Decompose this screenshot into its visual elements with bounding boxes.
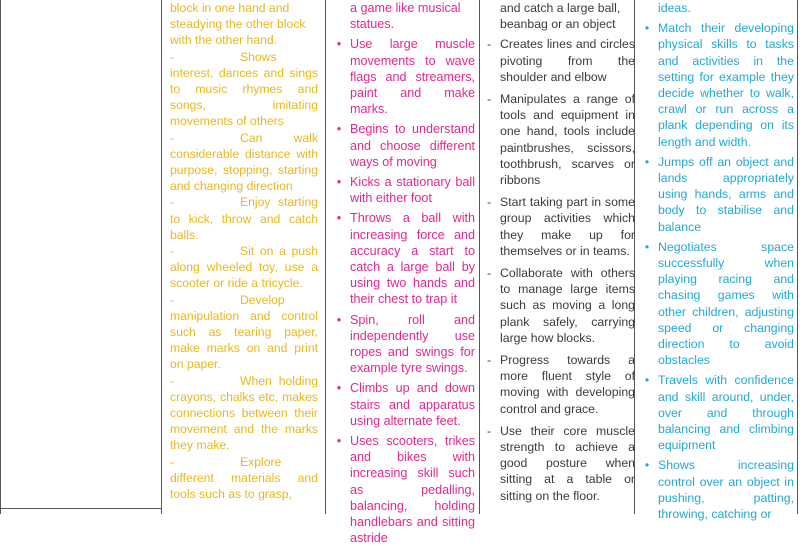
list-marker: - — [170, 49, 175, 64]
list-marker: - — [170, 373, 175, 388]
list-marker: - — [486, 37, 492, 52]
list-item — [170, 49, 318, 130]
column-1-continued-text: block in one hand and steadying the other block with the other hand. — [170, 1, 306, 48]
list-item-text: Uses scooters, trikes and bikes with increasing skill such as pedalling, balancing, holding handlebars and sitting astride — [350, 434, 475, 546]
list-item — [640, 457, 794, 522]
list-item-text: Negotiates space successfully when playing racing and chasing games with other children, adjusting speed or changing direction to avoid obstacles — [658, 239, 794, 368]
list-item-text: Shows increasing control over an object in pushing, patting, throwing, catching or — [658, 458, 794, 522]
table-left-border — [0, 0, 1, 514]
list-marker: • — [644, 21, 650, 36]
list-item-text: Develop manipulation and control such as tearing paper, make marks on and print on paper. — [170, 292, 318, 372]
list-item — [482, 194, 635, 259]
list-item — [332, 312, 475, 377]
list-marker: - — [486, 266, 492, 281]
column-divider — [479, 0, 480, 514]
list-marker: • — [644, 239, 650, 254]
list-item-text: Travels with confidence and skill around, under, over and through balancing and climbing equipment — [658, 373, 794, 453]
list-item — [332, 433, 475, 546]
list-item-text: Spin, roll and independently use ropes and swings for example tyre swings. — [350, 312, 475, 376]
list-item-text: Manipulates a range of tools and equipment in one hand, tools include paintbrushes, scissors, toothbrush, scarves or ribbons — [500, 92, 635, 188]
list-item — [482, 36, 635, 85]
list-marker: • — [336, 175, 342, 190]
list-item-text: Match their developing physical skills to tasks and activities in the setting for example they decide whether to walk, crawl or run across a plank depending on its length and width. — [658, 21, 794, 149]
column-4-continued-text: ideas. — [658, 1, 691, 15]
column-4-cell — [640, 0, 796, 522]
list-marker: • — [336, 37, 342, 52]
list-item — [482, 265, 635, 346]
list-marker: - — [170, 454, 175, 469]
list-item-text: Jumps off an object and lands appropriately using hands, arms and body to stabilise and balance — [658, 154, 794, 234]
list-marker: - — [486, 92, 492, 107]
list-item — [170, 454, 318, 503]
row-divider — [0, 508, 161, 509]
list-item-text: Use large muscle movements to wave flags and streamers, paint and make marks. — [350, 37, 475, 117]
list-item-text: Use their core muscle strength to achieve a good posture when sitting at a table or sitting on the floor. — [500, 423, 635, 503]
list-item — [170, 243, 318, 292]
list-item — [170, 373, 318, 454]
list-marker: - — [170, 244, 175, 259]
column-2-continued-text: a game like musical statues. — [350, 1, 461, 32]
column-1-list — [170, 49, 318, 503]
list-item-text: Can walk considerable distance with purpose, stopping, starting and changing direction — [170, 130, 318, 194]
list-item — [640, 154, 794, 235]
list-item-text: When holding crayons, chalks etc, makes connections between their movement and the marks they make. — [170, 373, 318, 453]
list-item — [640, 239, 794, 369]
list-item — [640, 372, 794, 453]
list-marker: • — [336, 434, 342, 449]
list-item — [332, 121, 475, 170]
list-item-text: Creates lines and circles pivoting from the shoulder and elbow — [500, 37, 635, 84]
list-item — [332, 210, 475, 307]
list-item-text: Throws a ball with increasing force and accuracy a start to catch a large ball by using two hands and their chest to trap it — [350, 211, 475, 307]
list-marker: - — [170, 292, 175, 307]
list-marker: • — [336, 211, 342, 226]
list-marker: • — [336, 122, 342, 137]
list-marker: • — [336, 381, 342, 396]
list-marker: • — [644, 373, 650, 388]
list-marker: - — [170, 195, 175, 210]
list-item — [332, 36, 475, 117]
list-marker: - — [170, 130, 175, 145]
column-3-continued-text: and catch a large ball, beanbag or an object — [500, 1, 621, 32]
list-item-text: Enjoy starting to kick, throw and catch balls. — [170, 195, 318, 242]
column-3-cell — [482, 0, 637, 514]
list-item-text: Collaborate with others to manage large items such as moving a long plank safely, carrying large how blocks. — [500, 266, 635, 345]
list-item-text: Explore different materials and tools such as to grasp, — [170, 454, 318, 502]
list-item — [170, 194, 318, 243]
list-item-text: Shows interest, dances and sings to music rhymes and songs, imitating movements of others — [170, 49, 318, 129]
list-item — [332, 174, 475, 206]
table-right-border — [797, 0, 798, 514]
list-marker: • — [336, 312, 342, 327]
list-item-text: Start taking part in some group activities which they make up for themselves or in teams. — [500, 195, 635, 258]
column-2-cell — [332, 0, 478, 546]
list-item-text: Sit on a push along wheeled toy, use a scooter or ride a tricycle. — [170, 244, 318, 291]
list-item-text: Progress towards a more fluent style of moving with developing control and grace. — [500, 353, 635, 416]
list-item — [170, 130, 318, 195]
list-item-text: Climbs up and down stairs and apparatus using alternate feet. — [350, 381, 475, 428]
column-3-list — [482, 36, 635, 503]
column-2-list — [332, 36, 475, 546]
list-marker: - — [486, 353, 492, 368]
list-item — [170, 292, 318, 373]
list-item-text: Begins to understand and choose different ways of moving — [350, 122, 475, 169]
column-divider — [325, 0, 326, 514]
list-marker: - — [486, 423, 492, 438]
list-item — [482, 352, 635, 417]
list-item-text: Kicks a stationary ball with either foot — [350, 175, 475, 206]
column-divider — [161, 0, 162, 514]
list-marker: - — [486, 195, 492, 210]
list-marker: • — [644, 458, 650, 473]
list-item — [640, 20, 794, 150]
column-1-cell — [167, 0, 321, 514]
list-item — [332, 380, 475, 429]
column-4-list — [640, 20, 794, 522]
list-item — [482, 91, 635, 188]
list-item — [482, 423, 635, 504]
list-marker: • — [644, 154, 650, 169]
